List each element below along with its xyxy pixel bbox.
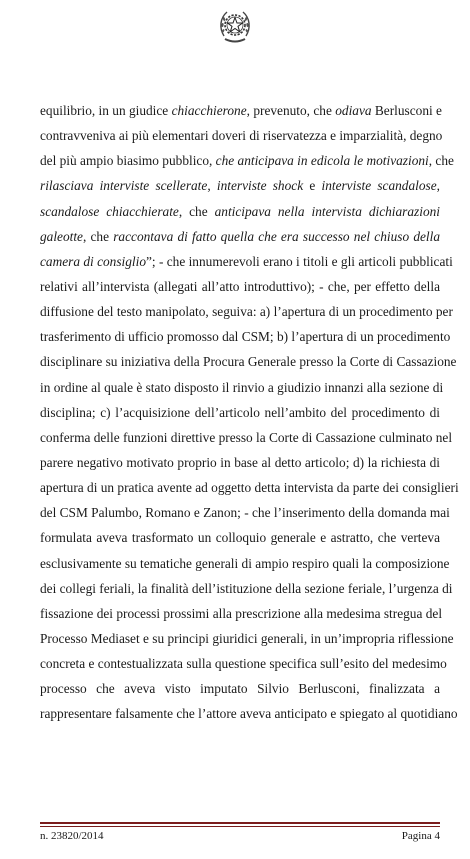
text-segment: esclusivamente su tematiche generali di ampio respiro quali la composizione <box>40 555 450 571</box>
italic-quote-segment: rilasciava interviste scellerate <box>40 178 208 194</box>
italic-quote-segment: anticipava nella intervista dichiarazioni <box>214 203 440 219</box>
text-segment: fissazione dei processi prossimi alla prescrizione alla medesima stregua del <box>40 605 443 621</box>
italian-republic-emblem-icon <box>216 6 254 46</box>
italic-quote-segment: chiacchierone <box>171 103 247 118</box>
text-line <box>40 676 440 701</box>
text-line <box>40 224 440 249</box>
text-line <box>40 525 440 550</box>
text-segment: formulata aveva trasformato un colloquio generale e astratto, che verteva <box>40 530 440 546</box>
text-line <box>40 299 453 324</box>
footer-rule-thin <box>40 826 440 827</box>
page-number: Pagina 4 <box>401 830 440 842</box>
text-segment: concreta e contestualizzata sulla questione specifica sull’esito del medesimo <box>40 656 447 672</box>
text-line <box>40 123 443 148</box>
text-line <box>40 500 450 525</box>
text-segment: , che <box>82 228 114 244</box>
text-segment: , <box>436 178 440 194</box>
text-line <box>40 701 458 726</box>
text-segment: dei collegi feriali, la finalità dell’istituzione della sezione feriale, l’urgenza di <box>40 580 453 596</box>
text-segment: , prevenuto, che <box>246 103 336 118</box>
text-line <box>40 551 450 576</box>
footer-rule-thick <box>40 822 440 824</box>
text-segment: conferma delle funzioni direttive presso la Corte di Cassazione culminato nel <box>40 429 453 445</box>
text-segment: diffusione del testo manipolato, seguiva: a) l’apertura di un procedimento per <box>40 304 453 320</box>
text-segment: , che <box>178 203 215 219</box>
text-segment: relativi all’intervista (allegati all’atto introduttivo); - che, per effetto della <box>40 278 440 294</box>
text-segment: , che <box>428 153 454 169</box>
case-number: n. 23820/2014 <box>40 830 104 842</box>
text-segment: ”; - che innumerevoli erano i titoli e gli articoli pubblicati <box>146 253 453 269</box>
text-segment: , <box>207 178 217 194</box>
text-line <box>40 475 459 500</box>
text-line <box>40 249 453 274</box>
text-line <box>40 601 443 626</box>
text-line <box>40 651 447 676</box>
text-line <box>40 98 440 123</box>
text-line <box>40 425 453 450</box>
text-segment: disciplina; c) l’acquisizione dell’articolo nell’ambito del procedimento di <box>40 404 440 420</box>
text-segment: Berlusconi e <box>371 103 442 118</box>
text-line <box>40 626 454 651</box>
italic-quote-segment: scandalose chiacchierate <box>40 203 179 219</box>
text-line <box>40 274 440 299</box>
italic-quote-segment: che anticipava in edicola le motivazioni <box>215 153 429 169</box>
italic-quote-segment: interviste shock <box>216 178 304 194</box>
text-segment: disciplinare su iniziativa della Procura Generale presso la Corte di Cassazione <box>40 354 457 370</box>
text-segment: parere negativo motivato proprio in base al detto articolo; d) la richiesta di <box>40 454 440 470</box>
text-line <box>40 450 440 475</box>
document-body <box>40 98 459 727</box>
text-line <box>40 576 453 601</box>
text-line <box>40 148 454 173</box>
text-segment: Processo Mediaset e su principi giuridici generali, in un’impropria riflessione <box>40 630 454 646</box>
italic-quote-segment: galeotte <box>40 228 83 244</box>
text-line <box>40 400 440 425</box>
text-line <box>40 349 457 374</box>
text-segment: rappresentare falsamente che l’attore aveva anticipato e spiegato al quotidiano <box>40 706 458 722</box>
italic-quote-segment: raccontava di fatto quella che era successo nel chiuso della <box>113 228 440 244</box>
text-segment: apertura di un pratica avente ad oggetto detta intervista da parte dei consiglieri <box>40 480 459 496</box>
text-segment: del più ampio biasimo pubblico, <box>40 153 216 169</box>
italic-quote-segment: interviste scandalose <box>321 178 437 194</box>
text-segment: processo che aveva visto imputato Silvio Berlusconi, finalizzata a <box>40 681 440 697</box>
text-segment: del CSM Palumbo, Romano e Zanon; - che l’inserimento della domanda mai <box>40 505 450 521</box>
italic-quote-segment: odiava <box>335 103 372 118</box>
text-line <box>40 199 440 224</box>
italic-quote-segment: camera di consiglio <box>40 253 146 269</box>
text-segment: e <box>303 178 322 194</box>
text-segment: in ordine al quale è stato disposto il rinvio a giudizio innanzi alla sezione di <box>40 379 444 395</box>
text-segment: contravveniva ai più elementari doveri di riservatezza e imparzialità, degno <box>40 128 443 144</box>
text-segment: equilibrio, in un giudice <box>40 103 172 118</box>
text-line <box>40 375 444 400</box>
page-footer <box>40 830 440 846</box>
text-line <box>40 173 440 198</box>
text-line <box>40 324 451 349</box>
text-segment: trasferimento di ufficio promosso dal CSM; b) l’apertura di un procedimento <box>40 329 451 345</box>
